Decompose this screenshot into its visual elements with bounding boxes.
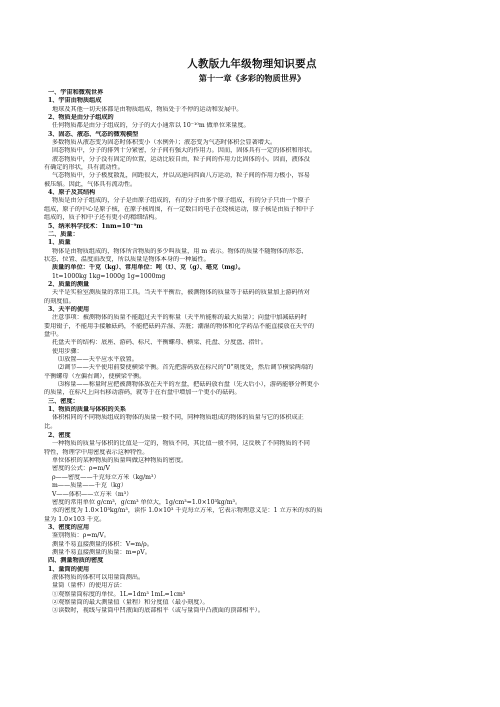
- text-line: 被压缩。因此，气体具有流动性。: [44, 180, 137, 188]
- text-line: ⑵调节——天平使用前要使横梁平衡。首先把游码放在标尺的"0"刻度处，然后调节横梁两端的: [58, 364, 314, 372]
- text-line: 2、物质是由分子组成的: [48, 114, 114, 122]
- text-line: 测量不易直接测量的质量：m=ρV。: [52, 548, 151, 556]
- text-line: 平衡螺母（左偏右调），使横梁平衡。: [44, 372, 146, 380]
- text-line: ②观察量筒的最大测量值（量程）和分度值（最小刻度）。: [52, 598, 209, 606]
- text-line: 组成，原子的中心是原子核，在原子核周围，有一定数目的电子在绕核运动，原子核是由质子和中子: [44, 205, 315, 213]
- text-line: 密度的常用单位 g/cm³，g/cm³ 单位大，1g/cm³=1.0×10³kg/m³。: [52, 498, 242, 506]
- text-line: 测量不易直接测量的体积：V=m/ρ。: [52, 540, 153, 548]
- text-line: 单位体积的某种物质的质量叫做这种物质的密度。: [52, 457, 188, 465]
- text-line: 注意事项：被测物体的质量不能超过天平的称量（天平所能称的最大质量）；向盘中加减砝码时: [52, 314, 307, 322]
- text-line: 4、原子及其结构: [48, 189, 96, 197]
- text-line: 天平是实验室测质量的常用工具。当天平平衡后，被测物体的质量等于砝码的质量加上游码所对: [52, 289, 310, 297]
- text-line: 1、量筒的使用: [48, 565, 90, 573]
- text-line: 四、测量物质的密度: [48, 557, 104, 565]
- text-line: ③读数时，视线与量筒中凹液面的底部相平（或与量筒中凸液面的顶部相平）。: [52, 607, 264, 615]
- text-line: 状态、位置、温度而改变，所以质量是物体本身的一种属性。: [44, 255, 210, 263]
- text-line: 3、天平的使用: [48, 305, 90, 313]
- chapter-subtitle: 第十一章《多彩的物质世界》: [198, 73, 306, 83]
- text-line: ⑴放置——天平应水平放置。: [58, 356, 138, 363]
- text-line: 液态物质中，分子没有固定的位置，运动比较自由，粒子间的作用力比固体的小。因而，液体没: [52, 155, 310, 163]
- text-line: ⑶称量——称量时应把被测物体放在天平的左盘，把砝码放右盘（先大后小），游码能够分辨更小: [58, 381, 319, 389]
- text-line: 量筒（量杯）的使用方法：: [52, 582, 126, 590]
- text-line: 使用步骤：: [52, 347, 83, 355]
- text-line: 有确定的形状，具有流动性。: [44, 164, 124, 172]
- text-line: 水的密度为 1.0×10³kg/m³，读作 1.0×10³ 千克每立方米，它表示物理意义是：1 立方米的水的质: [52, 507, 323, 515]
- document-title: 人教版九年级物理知识要点: [187, 58, 317, 70]
- text-line: 3、固态、液态、气态的微观模型: [48, 130, 139, 138]
- text-line: 物质是由分子组成的，分子是由原子组成的，有的分子由多个原子组成，有的分子只由一个原子: [52, 197, 310, 205]
- text-line: 地球及其他一切天体都是由物质组成，物质处于不停的运动和发展中。: [52, 105, 243, 113]
- text-line: 一、宇宙和微观世界: [48, 89, 104, 96]
- text-line: 一种物质的质量与体积的比值是一定的，物质不同，其比值一般不同，这反映了不同物质的不同: [52, 440, 310, 448]
- text-line: 1、质量: [48, 239, 71, 247]
- text-line: 物体是由物质组成的，物体所含物质的多少叫质量，用 m 表示。物体的质量不随物体的形态、: [52, 247, 308, 255]
- text-line: V——体积——立方米（m³）: [52, 490, 133, 498]
- text-line: 盘中。: [44, 330, 63, 338]
- text-line: 5、纳米科学技术：1nm=10⁻⁹m: [48, 222, 143, 230]
- text-line: 的质量，在标尺上向右移动游码，就等于在右盘中增加一个更小的砝码。: [44, 389, 241, 397]
- text-line: 二、质量：: [48, 230, 79, 238]
- text-line: 要用镊子，不能用手接触砝码，不能把砝码弄湿、弄脏；潮湿的物体和化学药品不能直接放在天平的: [44, 322, 315, 330]
- text-line: m——质量——千克（kg）: [52, 482, 127, 490]
- text-line: 气态物质中，分子极度散乱，间距很大，并以高速向四面八方运动，粒子间的作用力极小，容易: [52, 172, 310, 180]
- text-line: 2、质量的测量: [48, 280, 90, 288]
- text-line: 体积相同的不同物质组成的物体的质量一般不同，同种物质组成的物体的质量与它的体积成正: [52, 414, 304, 422]
- text-line: 任何物质都是由分子组成的，分子的大小通常以 10⁻¹⁰m 做单位来量度。: [52, 122, 250, 130]
- text-line: 比。: [44, 422, 57, 430]
- text-line: ①观察量筒标度的单位。1L=1dm³ 1mL=1cm³: [52, 590, 186, 598]
- text-line: 三、密度：: [48, 397, 79, 405]
- text-line: 多数物质从液态变为固态时体积变小（水例外）；液态变为气态时体积会显著增大。: [52, 139, 277, 147]
- text-line: 固态物质中，分子的排列十分紧密，分子间有强大的作用力。因而，固体具有一定的体积和形状。: [52, 147, 317, 155]
- text-line: 液体物质的体积可以用量筒测出。: [52, 573, 145, 581]
- document-body: [44, 89, 460, 616]
- text-line: 量为 1.0×103 千克。: [44, 515, 106, 523]
- text-line: 组成的，质子和中子还有更小的精细结构。: [44, 214, 161, 222]
- text-line: 1t=1000kg 1kg=1000g 1g=1000mg: [52, 272, 166, 280]
- text-line: 质量的单位：千克（kg）、常用单位：吨（t）、克（g）、毫克（mg）。: [52, 264, 245, 272]
- text-line: 托盘天平的结构：底座、游码、标尺、平衡螺母、横梁、托盘、分度盘、指针。: [52, 339, 267, 347]
- text-line: 1、物质的质量与体积的关系: [48, 406, 126, 414]
- text-line: 密度的公式：ρ=m/V: [52, 465, 110, 473]
- text-line: 特性，物理学中用密度表示这种特性。: [44, 448, 149, 456]
- text-line: 的刻度值。: [44, 297, 75, 305]
- text-line: 鉴别物质：ρ=m/V。: [52, 532, 110, 540]
- text-line: 3、密度的应用: [48, 523, 90, 531]
- text-line: 2、密度: [48, 432, 71, 440]
- text-line: 1、宇宙由物质组成: [48, 97, 102, 105]
- text-line: ρ——密度——千克每立方米（kg/m³）: [52, 473, 160, 481]
